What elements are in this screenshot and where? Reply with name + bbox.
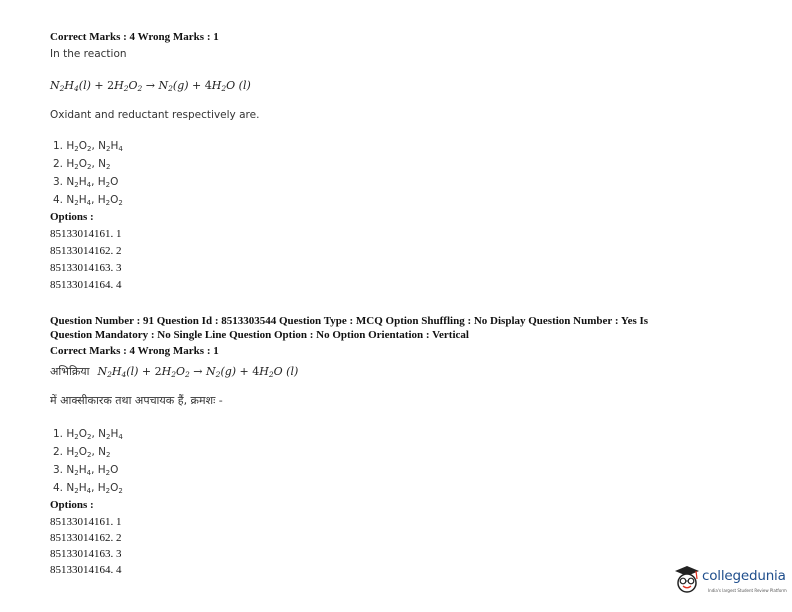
q2-option-4: 4. $N_2H_4$, $H_2O_2$ <box>53 482 123 495</box>
q1-option-4: 4. $N_2H_4$, $H_2O_2$ <box>53 194 123 207</box>
q2-header-line-2: Question Mandatory : No Single Line Question Option : No Option Orientation : Vertical <box>50 329 469 341</box>
q1-option-id-1: 85133014161. 1 <box>50 228 122 240</box>
q2-hindi-intro: अभिक्रिया <box>50 365 90 378</box>
q2-question <box>50 362 298 380</box>
q2-hindi-prompt: में आक्सीकारक तथा अपचायक हैं, क्रमशः - <box>50 394 223 407</box>
q2-option-3: 3. $N_2H_4$, $H_2O$ <box>53 464 119 477</box>
q1-option-id-2: 85133014162. 2 <box>50 245 122 257</box>
q2-option-id-3: 85133014163. 3 <box>50 548 122 560</box>
q1-marks: Correct Marks : 4 Wrong Marks : 1 <box>50 31 219 43</box>
q2-equation: $N_2H_4(l) + 2H_2O_2 \to N_2(g) + 4H_2O$ (l) <box>97 365 299 379</box>
collegedunia-logo <box>672 560 790 604</box>
q1-option-3: 3. $N_2H_4$, $H_2O$ <box>53 176 119 189</box>
q2-option-id-2: 85133014162. 2 <box>50 532 122 544</box>
q1-prompt: Oxidant and reductant respectively are. <box>50 109 260 121</box>
logo-wordmark: collegedunia <box>702 568 786 584</box>
q1-intro: In the reaction <box>50 48 127 60</box>
q1-option-id-4: 85133014164. 4 <box>50 279 122 291</box>
q1-option-2: 2. $H_2O_2$, $N_2$ <box>53 158 111 171</box>
q2-option-id-4: 85133014164. 4 <box>50 564 122 576</box>
q2-options-label: Options : <box>50 499 94 511</box>
q1-equation: $N_2H_4(l) + 2H_2O_2 \to N_2(g) + 4H_2O$ (l) <box>50 79 251 93</box>
logo-tagline: India's largest Student Review Platform <box>708 588 787 593</box>
q2-option-1: 1. $H_2O_2$, $N_2H_4$ <box>53 428 123 441</box>
q1-option-id-3: 85133014163. 3 <box>50 262 122 274</box>
q2-option-2: 2. $H_2O_2$, $N_2$ <box>53 446 111 459</box>
q1-options-label: Options : <box>50 211 94 223</box>
q1-option-1: 1. $H_2O_2$, $N_2H_4$ <box>53 140 123 153</box>
q2-header-line-1: Question Number : 91 Question Id : 8513303544 Question Type : MCQ Option Shuffling : No Display Question Number : Yes Is <box>50 315 649 327</box>
graduate-mascot-icon <box>672 562 702 598</box>
q2-marks: Correct Marks : 4 Wrong Marks : 1 <box>50 345 219 357</box>
q2-option-id-1: 85133014161. 1 <box>50 516 122 528</box>
